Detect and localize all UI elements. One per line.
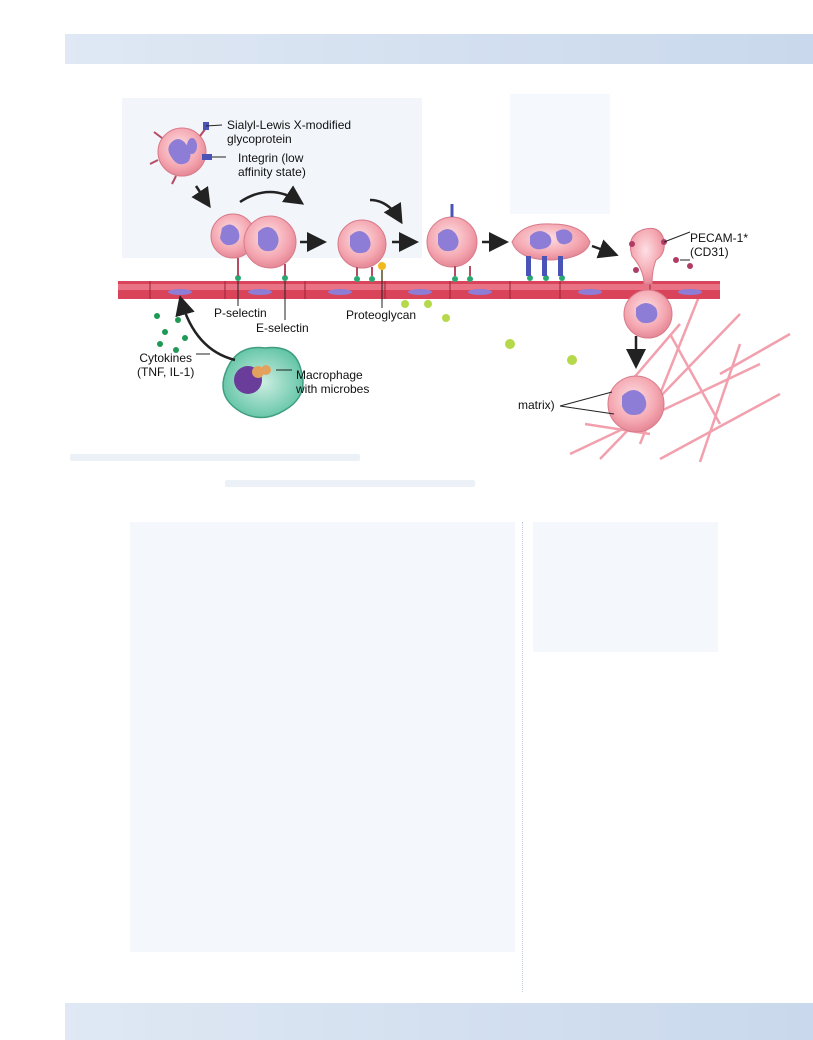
macrophage: [223, 347, 303, 417]
pecam-label: [690, 231, 748, 259]
pecam-label-line1: PECAM-1*: [690, 231, 749, 245]
cytokines-label-line1: Cytokines: [139, 351, 193, 365]
macrophage-label: [296, 368, 369, 396]
endothelium: [118, 281, 720, 299]
integrin-label: [238, 151, 306, 179]
leukocyte-4: [427, 204, 477, 276]
leukocyte-adhesion: [512, 224, 590, 276]
chemokine-dots: [401, 300, 577, 365]
faint-body-text: [130, 522, 515, 952]
integrin-icon: [202, 154, 212, 160]
sialyl-label-line2: glycoprotein: [227, 132, 292, 146]
integrin-label-line1: Integrin (low: [238, 151, 304, 165]
extravasation-diagram: [0, 64, 813, 464]
macrophage-label-line2: with microbes: [296, 382, 370, 396]
pecam-label-line2: (CD31): [690, 245, 729, 259]
leukocyte-extravasation-figure: [0, 64, 813, 464]
sialyl-label: [227, 118, 351, 146]
matrix-fibers: [570, 294, 790, 462]
integrin-label-line2: affinity state): [238, 165, 306, 179]
faint-caption-line: [70, 454, 360, 461]
e-selectin-label: E-selectin: [256, 321, 309, 335]
footer-band: [65, 1003, 813, 1040]
header-band: [65, 34, 813, 64]
faint-text-block: [510, 94, 610, 214]
leukocyte-in-matrix: [608, 376, 664, 432]
cytokine-dots: [154, 313, 188, 353]
proteoglycan-icon: [378, 262, 386, 270]
p-selectin-label: P-selectin: [214, 306, 267, 320]
cytokines-label: [137, 351, 194, 379]
faint-caption-line: [225, 480, 475, 487]
macrophage-label-line1: Macrophage: [296, 368, 363, 382]
matrix-label: matrix): [518, 398, 555, 412]
cytokines-label-line2: (TNF, IL-1): [137, 365, 195, 379]
leukocyte-rolling-pair: [211, 214, 296, 276]
faint-sidebar-text: [533, 522, 718, 652]
proteoglycan-label: Proteoglycan: [346, 308, 417, 322]
sialyl-label-line1: Sialyl-Lewis X-modified: [227, 118, 352, 132]
column-divider: [522, 522, 523, 992]
